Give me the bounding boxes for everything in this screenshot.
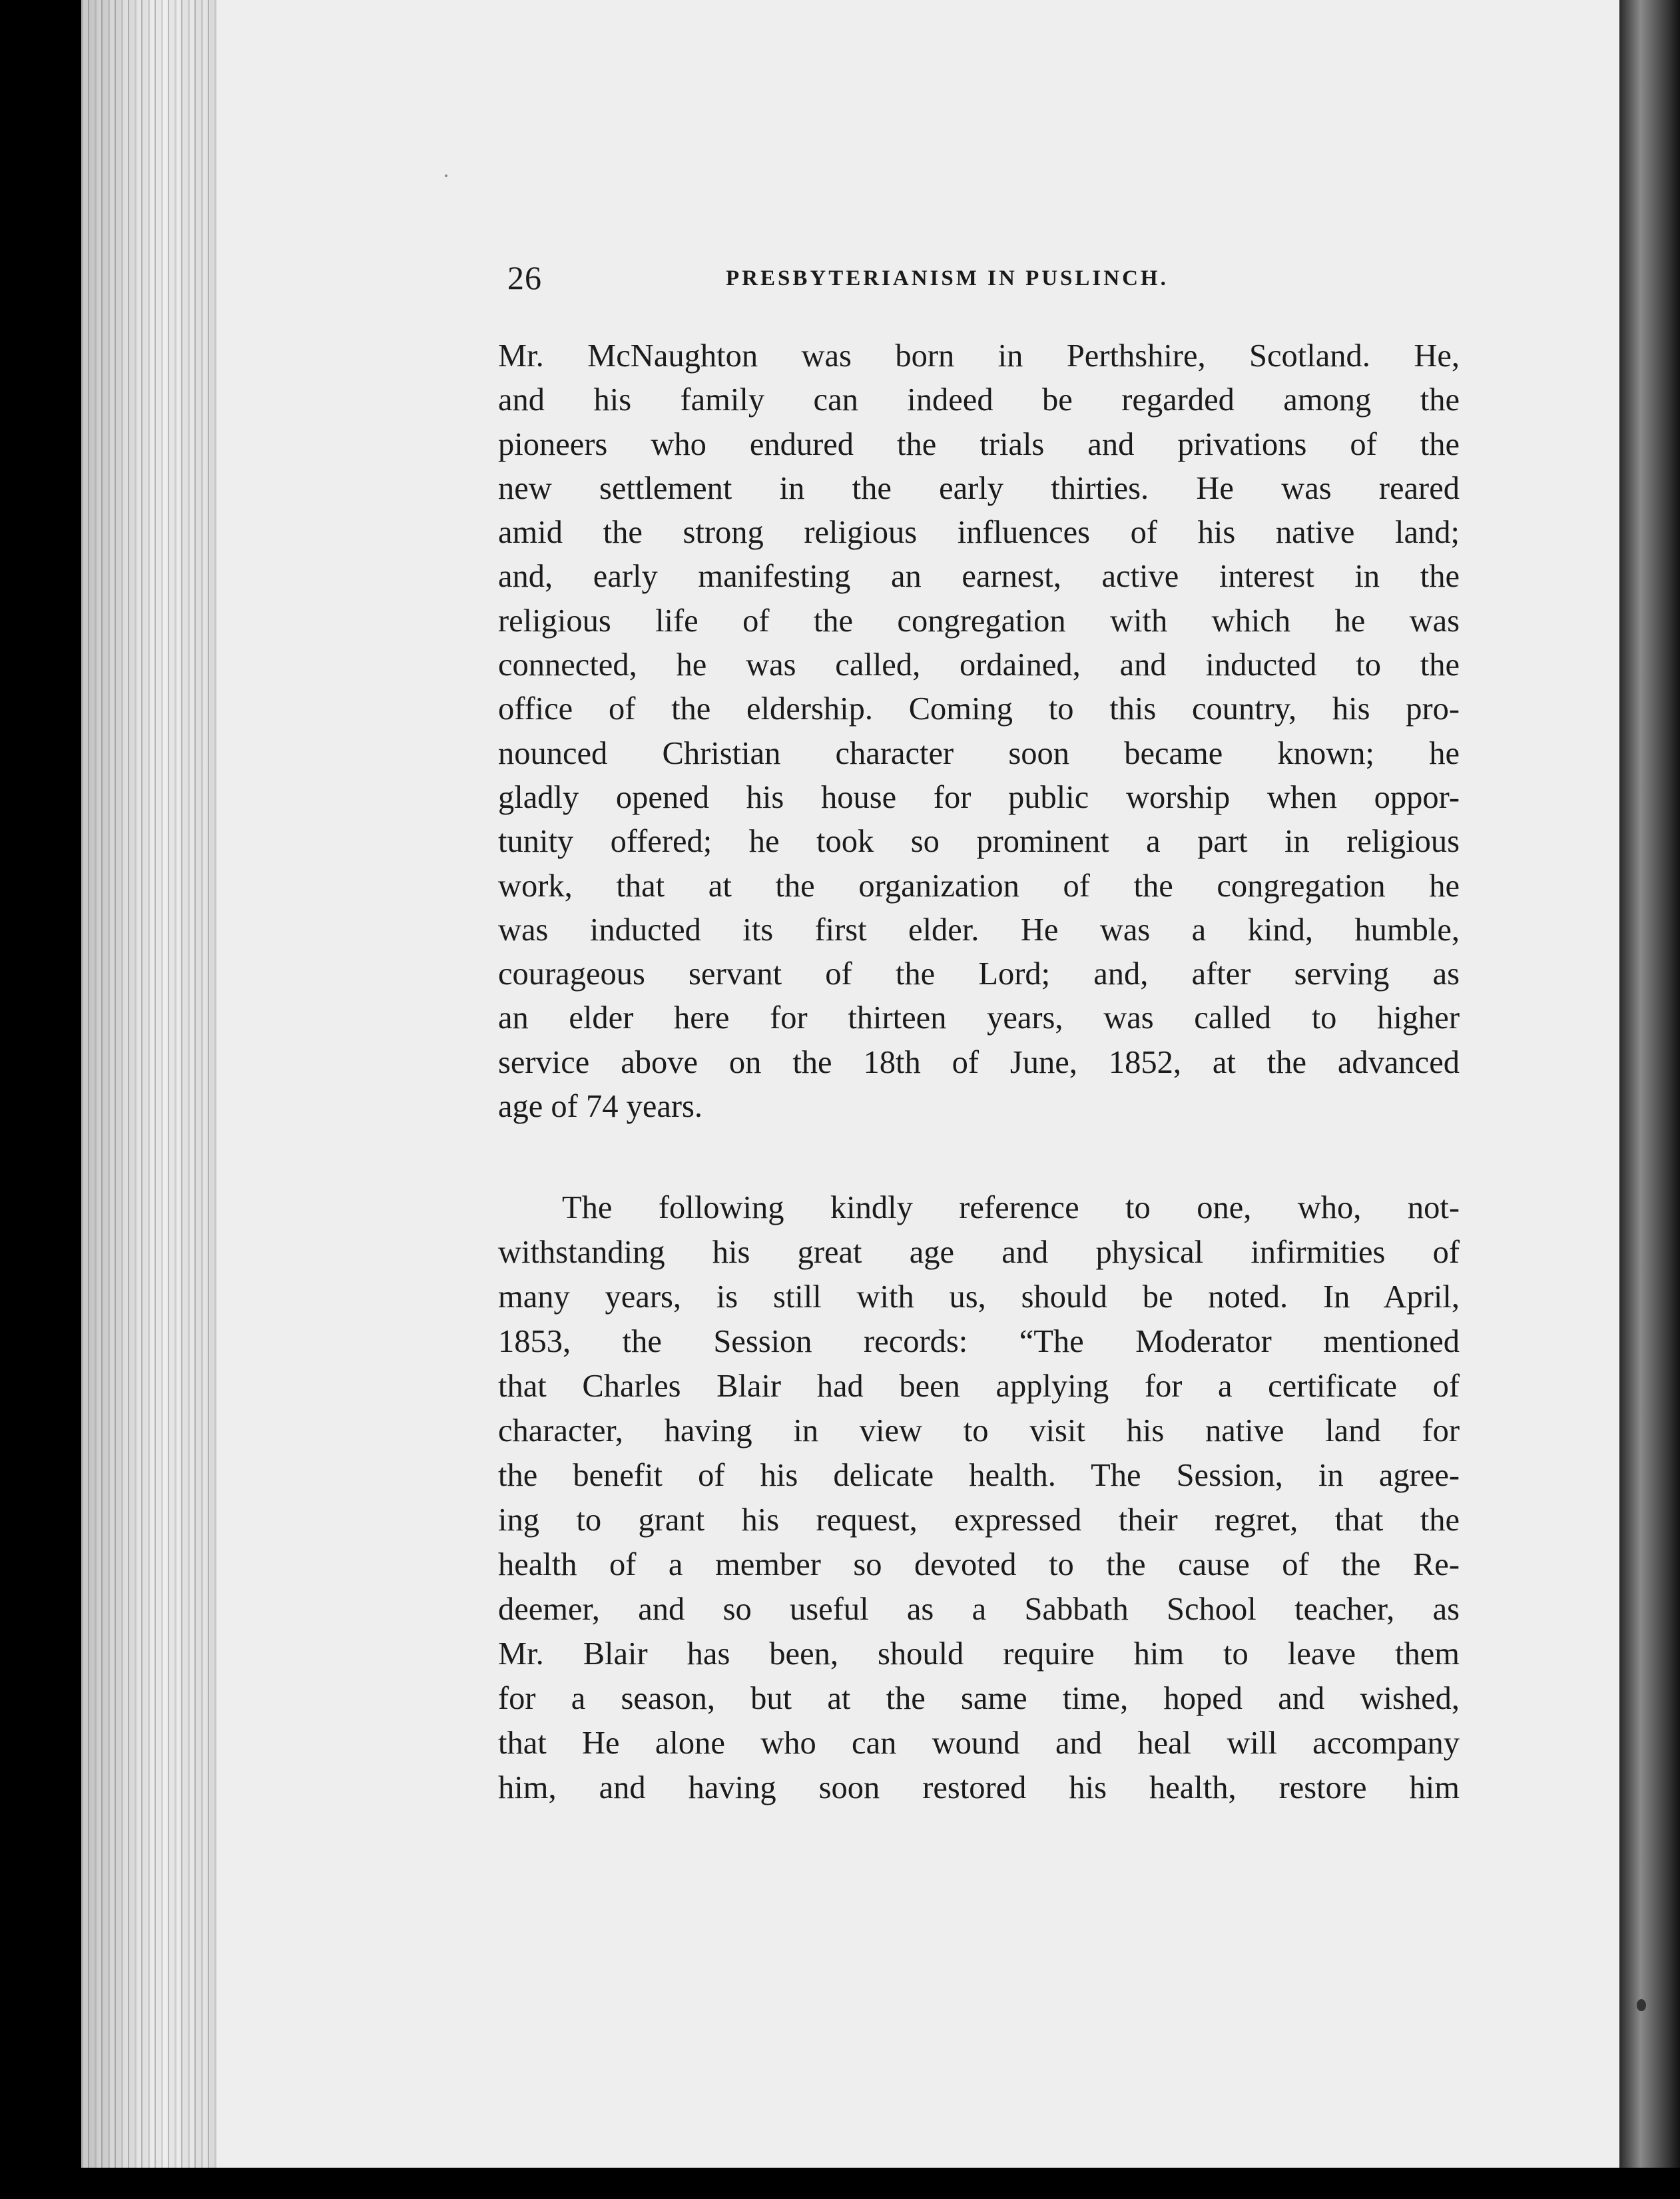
text-line: withstanding his great age and physical infirmities of (498, 1235, 1460, 1270)
text-line: amid the strong religious influences of his native land; (498, 515, 1460, 551)
text-line: tunity offered; he took so prominent a part in religious (498, 824, 1460, 860)
text-line: many years, is still with us, should be noted. In April, (498, 1279, 1460, 1315)
right-binding-shadow (1619, 0, 1680, 2199)
text-line: and, early manifesting an earnest, active interest in the (498, 559, 1460, 595)
text-line: gladly opened his house for public worship when oppor- (498, 779, 1460, 815)
text-line: character, having in view to visit his native land for (498, 1413, 1460, 1448)
page-header (507, 258, 1293, 305)
page-edges-shadow (81, 0, 214, 2168)
text-line: pioneers who endured the trials and privations of the (498, 426, 1460, 462)
text-line: Mr. Blair has been, should require him to leave them (498, 1636, 1460, 1672)
text-line: for a season, but at the same time, hoped and wished, (498, 1681, 1460, 1716)
text-line: an elder here for thirteen years, was called to higher (498, 1000, 1460, 1036)
scan-speck (1637, 1999, 1646, 2011)
text-line: that Charles Blair had been applying for a certificate of (498, 1369, 1460, 1404)
text-line: age of 74 years. (498, 1089, 703, 1125)
gutter-line (214, 0, 216, 2168)
bottom-scan-border (0, 2168, 1680, 2199)
text-line: religious life of the congregation with which he was (498, 603, 1460, 639)
text-line: ing to grant his request, expressed their regret, that the (498, 1502, 1460, 1538)
text-line: office of the eldership. Coming to this country, his pro- (498, 691, 1460, 727)
text-line: and his family can indeed be regarded among the (498, 382, 1460, 418)
text-line: nounced Christian character soon became known; he (498, 735, 1460, 771)
text-line: service above on the 18th of June, 1852, at the advanced (498, 1044, 1460, 1080)
running-head: PRESBYTERIANISM IN PUSLINCH. (726, 266, 1169, 290)
text-line: The following kindly reference to one, who, not- (562, 1190, 1460, 1225)
text-line: that He alone who can wound and heal will accompany (498, 1726, 1460, 1761)
text-line: courageous servant of the Lord; and, after serving as (498, 956, 1460, 992)
text-line: 1853, the Session records: “The Moderator mentioned (498, 1324, 1460, 1359)
text-line: health of a member so devoted to the cause of the Re- (498, 1547, 1460, 1582)
scan-speck (445, 174, 447, 177)
text-line: deemer, and so useful as a Sabbath School teacher, as (498, 1592, 1460, 1627)
paragraph-1 (498, 334, 1460, 1129)
text-line: connected, he was called, ordained, and inducted to the (498, 647, 1460, 683)
text-line: new settlement in the early thirties. He was reared (498, 470, 1460, 506)
paragraph-2 (498, 1185, 1460, 1810)
text-line: was inducted its first elder. He was a kind, humble, (498, 912, 1460, 948)
text-line: him, and having soon restored his health, restore him (498, 1770, 1460, 1805)
page-number: 26 (507, 259, 542, 296)
text-line: Mr. McNaughton was born in Perthshire, Scotland. He, (498, 338, 1460, 374)
text-line: the benefit of his delicate health. The Session, in agree- (498, 1458, 1460, 1493)
text-line: work, that at the organization of the congregation he (498, 868, 1460, 904)
